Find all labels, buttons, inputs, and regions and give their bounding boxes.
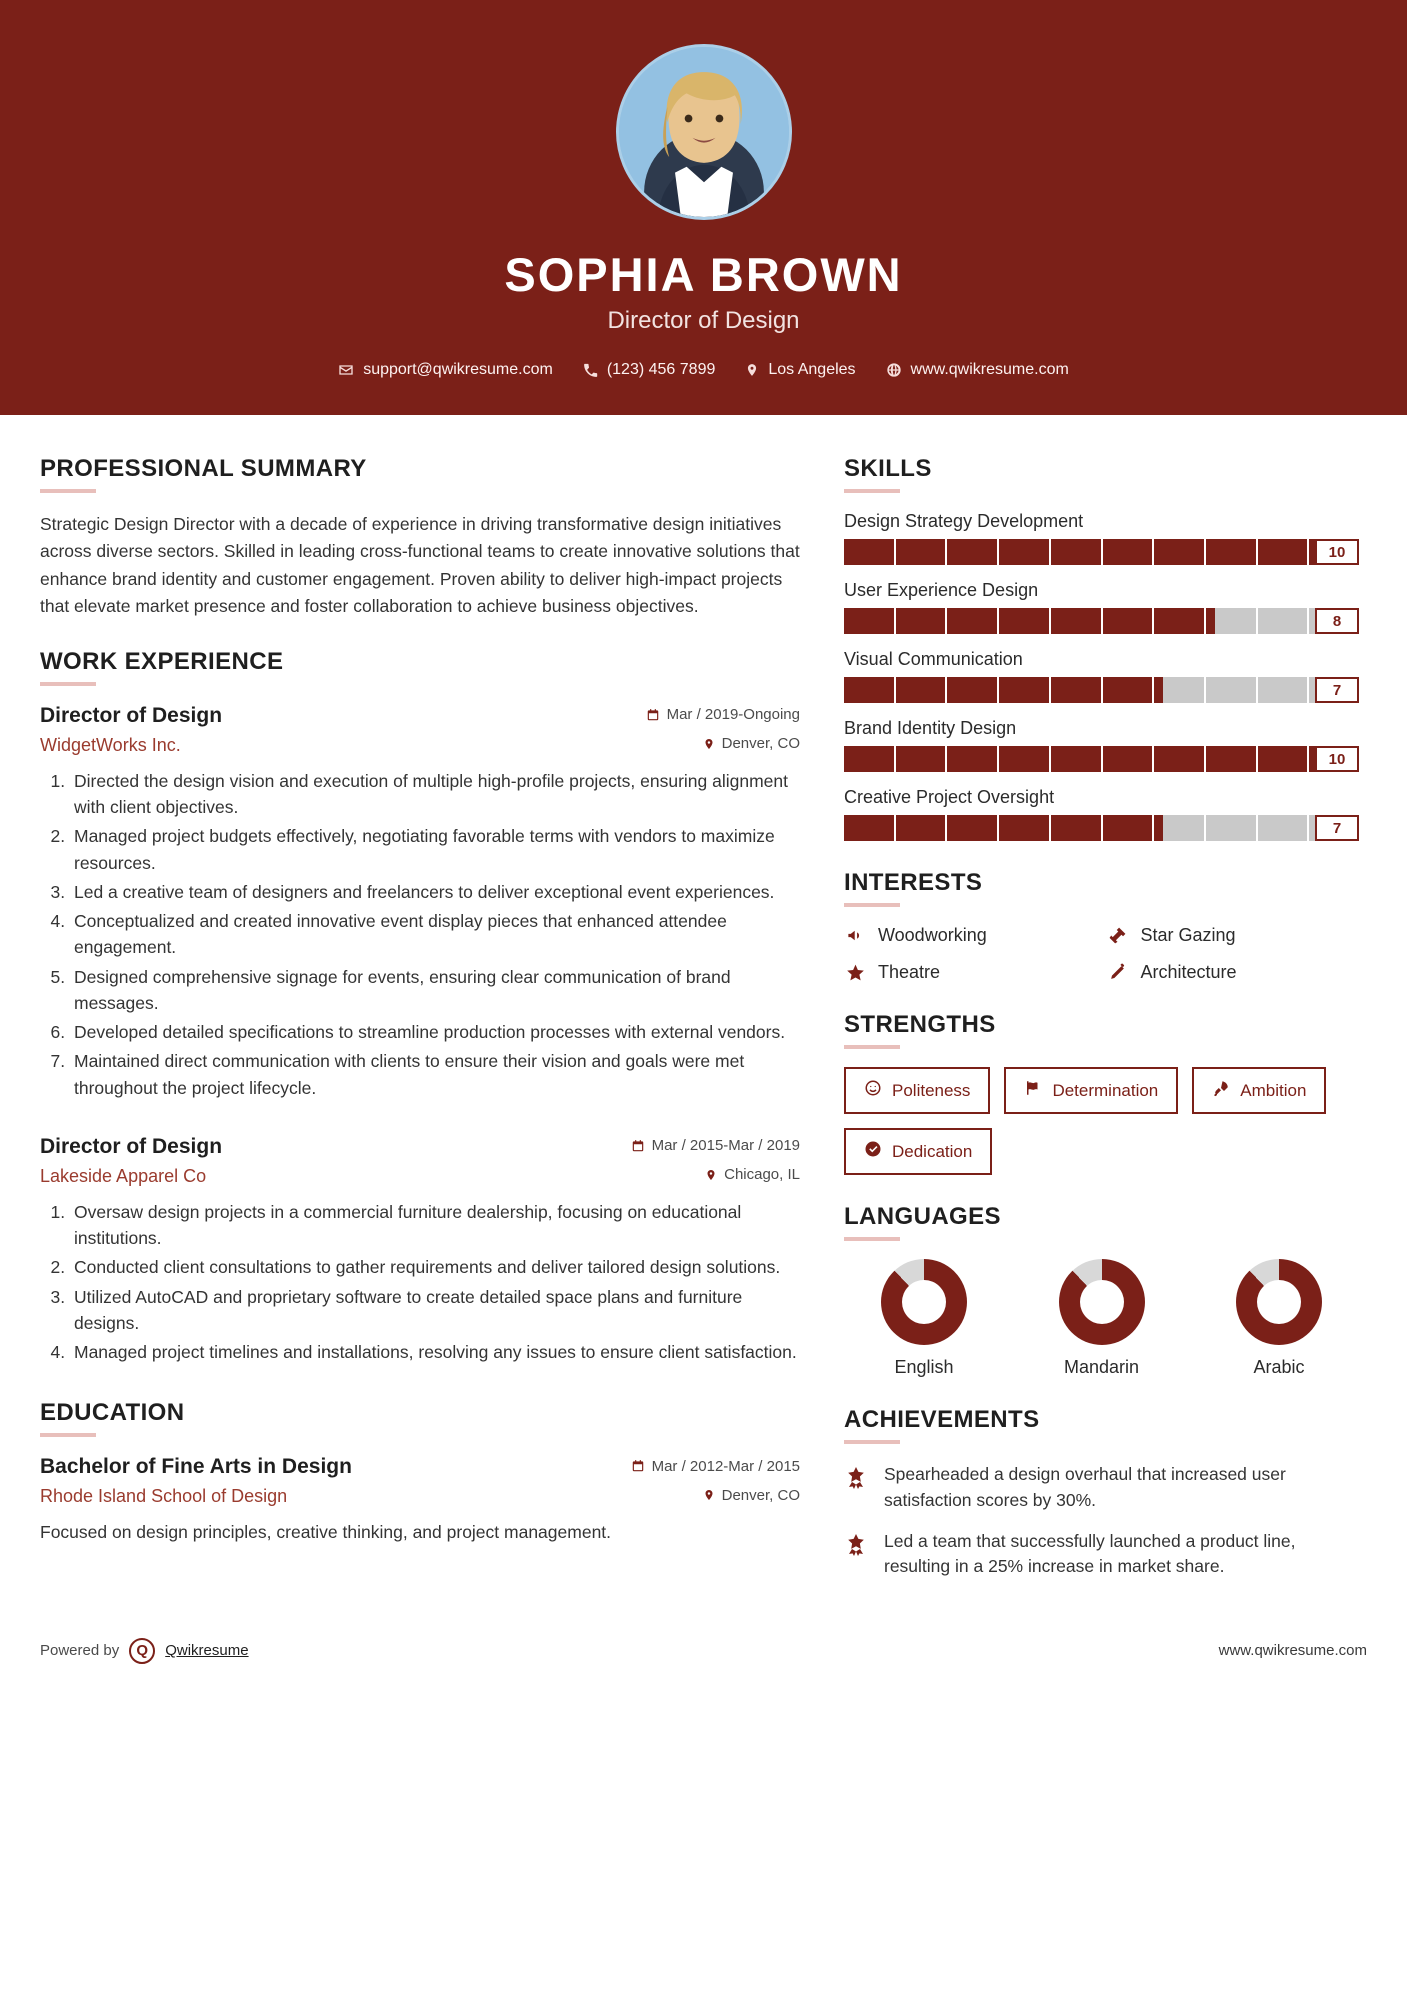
interest-label: Architecture: [1140, 962, 1237, 983]
language-item: [844, 1259, 1004, 1378]
summary-text: Strategic Design Director with a decade of experience in driving transformative design initiatives across diverse sectors. Skilled in leading cross-functional teams to create innovative solutions that enhance brand identity and customer engagement. Proven ability to deliver high-impact projects that elevate market presence and foster collaboration to achieve business objectives.: [40, 514, 800, 616]
contact-phone[interactable]: [583, 361, 716, 379]
mail-icon: [338, 362, 354, 378]
skill-bar: [844, 539, 1359, 565]
section-divider: [40, 489, 96, 493]
candidate-role: Director of Design: [607, 307, 800, 335]
check-circle-icon: [864, 1140, 882, 1163]
section-skills: [844, 455, 1359, 841]
education-location-text: Denver, CO: [721, 1486, 800, 1504]
education-description: Focused on design principles, creative thinking, and project management.: [40, 1522, 612, 1543]
job-dates: [646, 706, 800, 723]
calendar-icon: [646, 708, 660, 722]
section-divider: [40, 1433, 96, 1437]
phone-icon: [583, 363, 598, 378]
skill-value: 10: [1315, 539, 1359, 565]
language-donut: [1236, 1259, 1322, 1345]
job-bullet: 4. Managed project timelines and installations, resolving any issues to ensure client satisfaction.: [70, 1339, 800, 1365]
interest-label: Theatre: [878, 962, 941, 983]
skill-bar-ticks: [844, 539, 1359, 565]
strength-label: Ambition: [1240, 1080, 1307, 1100]
skill-bar-ticks: [844, 608, 1359, 634]
section-divider: [844, 903, 900, 907]
job-title: Director of Design: [40, 1134, 223, 1158]
work-heading: WORK EXPERIENCE: [40, 647, 284, 675]
job-bullet: 2. Managed project budgets effectively, negotiating favorable terms with vendors to maximize resources.: [70, 823, 800, 876]
skill-item: [844, 787, 1359, 841]
job-dates-text: Mar / 2015-Mar / 2019: [651, 1137, 800, 1155]
skill-bar-ticks: [844, 677, 1359, 703]
skill-bar: [844, 677, 1359, 703]
job-location-text: Chicago, IL: [724, 1166, 800, 1184]
calendar-icon: [631, 1459, 645, 1473]
strength-label: Politeness: [892, 1080, 971, 1100]
contact-bar: [0, 361, 1407, 379]
calendar-icon: [631, 1139, 645, 1153]
job-bullet: 5. Designed comprehensive signage for events, ensuring clear communication of brand messages.: [70, 964, 800, 1017]
achievement-text: Led a team that successfully launched a product line, resulting in a 25% increase in market share.: [884, 1531, 1296, 1577]
section-languages: [844, 1203, 1359, 1378]
powered-by: [40, 1638, 249, 1664]
footer-website[interactable]: www.qwikresume.com: [1218, 1642, 1367, 1660]
strength-chip: [1004, 1067, 1178, 1114]
megaphone-icon: [844, 926, 866, 945]
skill-value: 10: [1315, 746, 1359, 772]
job-bullets: [40, 768, 800, 1101]
skill-bar: [844, 815, 1359, 841]
section-divider: [844, 1237, 900, 1241]
interest-label: Woodworking: [878, 925, 987, 946]
right-column: [844, 455, 1359, 1608]
section-education: [40, 1399, 800, 1545]
skill-item: [844, 580, 1359, 634]
education-location: [703, 1487, 800, 1504]
language-item: [1199, 1259, 1359, 1378]
contact-website-text: www.qwikresume.com: [910, 361, 1069, 379]
summary-heading: PROFESSIONAL SUMMARY: [40, 455, 367, 483]
skill-item: [844, 718, 1359, 772]
job-dates: [631, 1137, 800, 1154]
skill-item: [844, 649, 1359, 703]
award-star-icon: [844, 1462, 870, 1513]
job-location-text: Denver, CO: [721, 735, 800, 753]
skill-label: Brand Identity Design: [844, 718, 1017, 739]
job-bullet: 1. Oversaw design projects in a commercial furniture dealership, focusing on educational institutions.: [70, 1199, 800, 1252]
job-bullets: [40, 1199, 800, 1366]
education-heading: EDUCATION: [40, 1399, 185, 1427]
skill-bar: [844, 746, 1359, 772]
location-pin-icon: [745, 362, 759, 378]
section-professional-summary: [40, 455, 800, 620]
qwikresume-logo-icon: Q: [129, 1638, 155, 1664]
resume-body: [0, 415, 1407, 1608]
job-bullet: 7. Maintained direct communication with clients to ensure their vision and goals were met throughout the project lifecycle.: [70, 1048, 800, 1101]
contact-website[interactable]: [886, 361, 1069, 379]
job-bullet: 3. Utilized AutoCAD and proprietary software to create detailed space plans and furniture designs.: [70, 1284, 800, 1337]
job-company: WidgetWorks Inc.: [40, 734, 181, 755]
qwikresume-brand-link[interactable]: Qwikresume: [165, 1642, 249, 1660]
school-name: Rhode Island School of Design: [40, 1486, 288, 1507]
resume-header: [0, 0, 1407, 415]
contact-location: [745, 361, 855, 379]
interests-heading: INTERESTS: [844, 869, 983, 897]
language-donut: [1059, 1259, 1145, 1345]
skill-label: User Experience Design: [844, 580, 1039, 601]
globe-icon: [886, 362, 902, 378]
section-divider: [844, 1045, 900, 1049]
achievement-item: [844, 1529, 1359, 1580]
skill-label: Design Strategy Development: [844, 511, 1084, 532]
skill-item: [844, 511, 1359, 565]
pencil-ruler-icon: [1107, 963, 1129, 982]
skill-value: 8: [1315, 608, 1359, 634]
flag-icon: [1024, 1079, 1042, 1102]
candidate-name: SOPHIA BROWN: [504, 248, 903, 301]
education-entry: [40, 1455, 800, 1545]
skill-bar: [844, 608, 1359, 634]
hammer-icon: [1107, 926, 1129, 945]
contact-phone-text: (123) 456 7899: [606, 361, 716, 379]
job-dates-text: Mar / 2019-Ongoing: [666, 706, 800, 724]
job-company: Lakeside Apparel Co: [40, 1165, 207, 1186]
contact-email-text: support@qwikresume.com: [363, 361, 553, 379]
star-icon: [844, 963, 866, 982]
location-pin-icon: [705, 1168, 717, 1182]
smiley-icon: [864, 1079, 882, 1102]
section-interests: [844, 869, 1359, 983]
job-location: [705, 1166, 800, 1183]
skill-value: 7: [1315, 677, 1359, 703]
work-entry: [40, 704, 800, 1101]
achievement-text: Spearheaded a design overhaul that increased user satisfaction scores by 30%.: [884, 1464, 1286, 1510]
work-entry: [40, 1135, 800, 1366]
interest-item: [844, 925, 1097, 946]
section-achievements: [844, 1406, 1359, 1580]
language-label: English: [894, 1357, 954, 1378]
achievement-item: [844, 1462, 1359, 1513]
job-location: [703, 735, 800, 752]
section-strengths: [844, 1011, 1359, 1175]
job-bullet: 4. Conceptualized and created innovative event display pieces that enhanced attendee engagement.: [70, 908, 800, 961]
education-dates-text: Mar / 2012-Mar / 2015: [651, 1457, 800, 1475]
job-bullet: 3. Led a creative team of designers and freelancers to deliver exceptional event experiences.: [70, 879, 800, 905]
avatar: [616, 44, 792, 220]
location-pin-icon: [703, 737, 715, 751]
powered-by-label: Powered by: [40, 1642, 120, 1660]
section-divider: [40, 682, 96, 686]
skill-label: Visual Communication: [844, 649, 1023, 670]
job-title: Director of Design: [40, 703, 223, 727]
strength-chip: [844, 1067, 990, 1114]
section-divider: [844, 1440, 900, 1444]
strength-label: Determination: [1052, 1080, 1159, 1100]
section-divider: [844, 489, 900, 493]
job-bullet: 1. Directed the design vision and execution of multiple high-profile projects, ensuring alignment with client objectives.: [70, 768, 800, 821]
contact-email[interactable]: [338, 361, 553, 379]
achievements-heading: ACHIEVEMENTS: [844, 1406, 1040, 1434]
languages-heading: LANGUAGES: [844, 1203, 1001, 1231]
interest-item: [1107, 925, 1360, 946]
interest-item: [844, 962, 1097, 983]
interest-label: Star Gazing: [1140, 925, 1236, 946]
skill-bar-ticks: [844, 815, 1359, 841]
job-bullet: 2. Conducted client consultations to gather requirements and deliver tailored design solutions.: [70, 1254, 800, 1280]
interest-item: [1107, 962, 1360, 983]
skill-value: 7: [1315, 815, 1359, 841]
strengths-heading: STRENGTHS: [844, 1011, 996, 1039]
language-label: Arabic: [1253, 1357, 1305, 1378]
resume-footer: [0, 1608, 1407, 1690]
location-pin-icon: [703, 1488, 715, 1502]
job-bullet: 6. Developed detailed specifications to streamline production processes with external vendors.: [70, 1019, 800, 1045]
strength-chip: [1192, 1067, 1326, 1114]
rocket-icon: [1212, 1079, 1230, 1102]
section-work-experience: [40, 648, 800, 1366]
language-donut: [881, 1259, 967, 1345]
award-star-icon: [844, 1529, 870, 1580]
strength-chip: [844, 1128, 992, 1175]
skill-bar-ticks: [844, 746, 1359, 772]
contact-location-text: Los Angeles: [768, 361, 856, 379]
skills-heading: SKILLS: [844, 455, 932, 483]
skill-label: Creative Project Oversight: [844, 787, 1055, 808]
degree-title: Bachelor of Fine Arts in Design: [40, 1455, 352, 1479]
left-column: [40, 455, 800, 1579]
strength-label: Dedication: [892, 1141, 973, 1161]
language-item: [1022, 1259, 1182, 1378]
education-dates: [631, 1458, 800, 1475]
language-label: Mandarin: [1063, 1357, 1140, 1378]
